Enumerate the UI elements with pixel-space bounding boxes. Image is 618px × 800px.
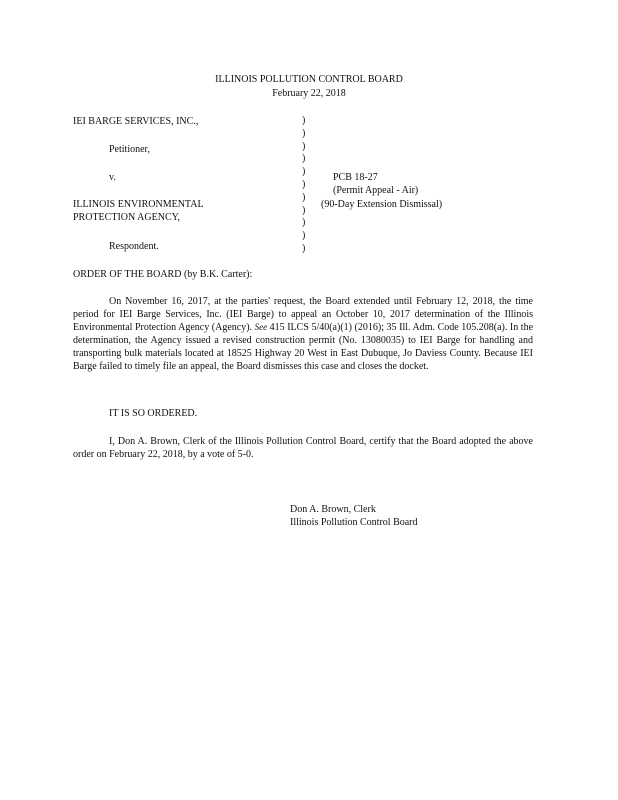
signature-title: Illinois Pollution Control Board bbox=[290, 517, 418, 528]
parenthesis: ) bbox=[302, 166, 306, 178]
respondent-name-line2: PROTECTION AGENCY, bbox=[73, 212, 181, 223]
case-type: (Permit Appeal - Air) bbox=[333, 185, 419, 196]
signature-name: Don A. Brown, Clerk bbox=[290, 504, 376, 515]
so-ordered-line: IT IS SO ORDERED. bbox=[109, 408, 198, 419]
parenthesis: ) bbox=[302, 217, 306, 229]
parenthesis: ) bbox=[302, 191, 306, 203]
paragraph-text: On November 16, 2017, at the parties' request, the Board extended until February 12, 2018, the time period for IEI Barge Services, Inc. (IEI Barge) to appeal an October 10, 2017 determination of the Illinois Environmental Protection Agency (Agency). bbox=[73, 296, 533, 333]
order-date: February 22, 2018 bbox=[272, 88, 346, 99]
petitioner-label: Petitioner, bbox=[109, 144, 150, 155]
parenthesis: ) bbox=[302, 204, 306, 216]
petitioner-name: IEI BARGE SERVICES, INC., bbox=[73, 116, 199, 127]
respondent-name-line1: ILLINOIS ENVIRONMENTAL bbox=[73, 199, 204, 210]
caption-parenthesis-column bbox=[302, 115, 310, 256]
parenthesis: ) bbox=[302, 230, 306, 242]
order-heading: ORDER OF THE BOARD (by B.K. Carter): bbox=[73, 269, 253, 280]
parenthesis: ) bbox=[302, 127, 306, 139]
parenthesis: ) bbox=[302, 115, 306, 126]
clerk-certification: I, Don A. Brown, Clerk of the Illinois Pollution Control Board, certify that the Board adopted the above order on February 22, 2018, by a vote of 5-0. bbox=[73, 436, 533, 460]
case-number: PCB 18-27 bbox=[333, 172, 378, 183]
order-paragraph-1 bbox=[73, 295, 533, 373]
citation-signal: See bbox=[254, 322, 268, 332]
parenthesis: ) bbox=[302, 153, 306, 165]
versus-label: v. bbox=[109, 172, 116, 183]
parenthesis: ) bbox=[302, 178, 306, 190]
agency-title: ILLINOIS POLLUTION CONTROL BOARD bbox=[215, 74, 403, 85]
case-note: (90-Day Extension Dismissal) bbox=[321, 199, 443, 210]
paragraph-text: 415 ILCS 5/40(a)(1) (2016); 35 Ill. Adm. Code 105.208(a). In the determination, the Agency issued a revised construction permit (No. 13080035) to IEI Barge for handling and transporting bulk materials located at 18525 Highway 20 West in East Dubuque, Jo Daviess County. Because IEI Barge failed to timely file an appeal, the Board dismisses this case and closes the docket. bbox=[73, 322, 534, 372]
respondent-label: Respondent. bbox=[109, 241, 159, 252]
parenthesis: ) bbox=[302, 140, 306, 152]
parenthesis: ) bbox=[302, 242, 306, 254]
